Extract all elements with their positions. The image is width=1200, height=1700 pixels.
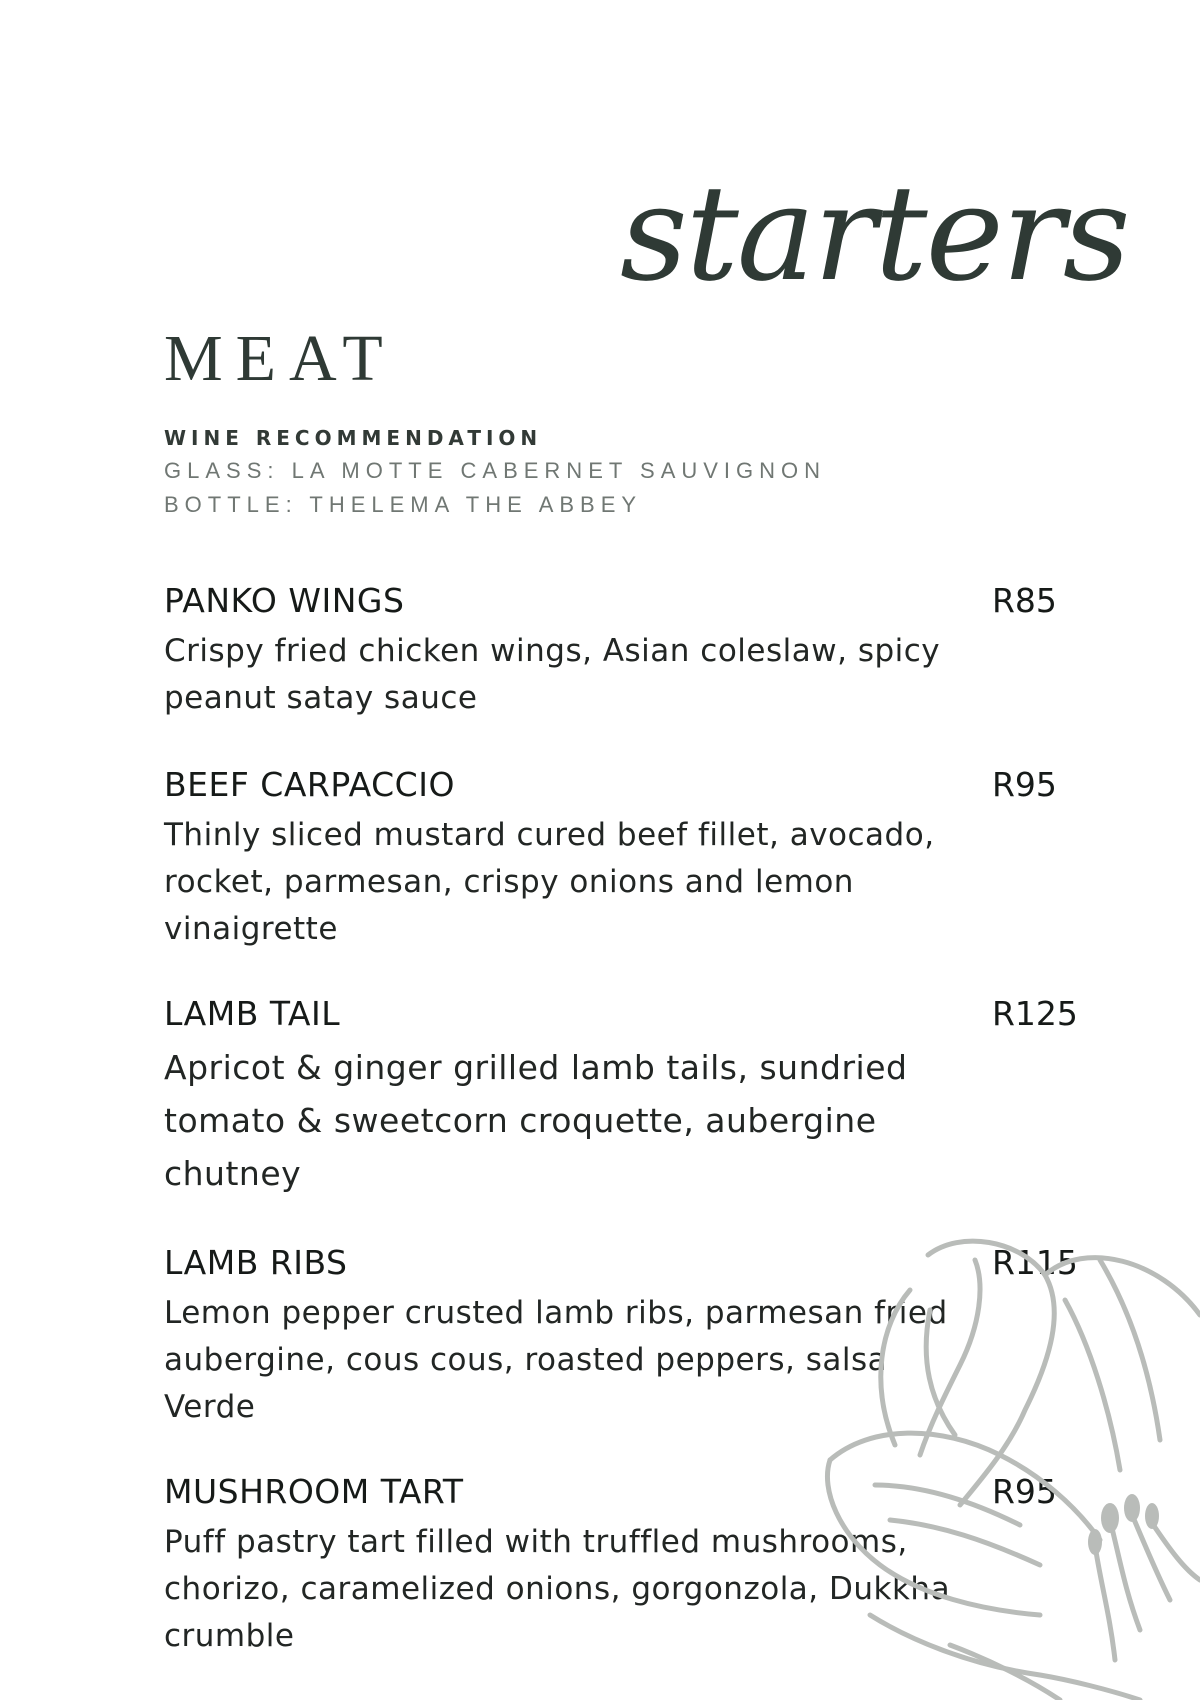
page-script-title: starters	[620, 157, 1129, 311]
menu-item-panko-wings	[164, 580, 1084, 722]
menu-item-row	[164, 1242, 1084, 1284]
menu-item-description: Thinly sliced mustard cured beef fillet, avocado, rocket, parmesan, crispy onions and lemon vinaigrette	[164, 817, 935, 947]
menu-item-description: Lemon pepper crusted lamb ribs, parmesan fried aubergine, cous cous, roasted peppers, salsa Verde	[164, 1295, 948, 1425]
menu-item-price: R85	[992, 581, 1057, 620]
menu-item-price: R115	[992, 1243, 1078, 1282]
menu-item-row	[164, 993, 1084, 1035]
menu-item-row	[164, 1471, 1084, 1513]
wine-bottle: BOTTLE: THELEMA THE ABBEY	[164, 492, 643, 517]
menu-item-name: LAMB RIBS	[164, 1243, 348, 1282]
menu-item-name: PANKO WINGS	[164, 581, 405, 620]
menu-item-row	[164, 764, 1084, 806]
menu-item-name: MUSHROOM TART	[164, 1472, 464, 1511]
menu-item-price: R95	[992, 1472, 1057, 1511]
wine-recommendation	[164, 426, 924, 526]
menu-item-row	[164, 580, 1084, 622]
menu-item-lamb-ribs	[164, 1242, 1084, 1431]
menu-item-price: R125	[992, 994, 1078, 1033]
menu-item-lamb-tail	[164, 993, 1084, 1200]
menu-item-beef-carpaccio	[164, 764, 1084, 953]
wine-heading: WINE RECOMMENDATION	[164, 426, 543, 450]
menu-item-description: Puff pastry tart filled with truffled mushrooms, chorizo, caramelized onions, gorgonzola, Dukkha crumble	[164, 1524, 951, 1654]
menu-item-price: R95	[992, 765, 1057, 804]
section-title: MEAT	[164, 322, 396, 395]
menu-list	[164, 580, 1084, 1660]
menu-item-mushroom-tart	[164, 1471, 1084, 1660]
menu-item-name: BEEF CARPACCIO	[164, 765, 455, 804]
menu-item-description: Crispy fried chicken wings, Asian coleslaw, spicy peanut satay sauce	[164, 633, 941, 716]
menu-item-description: Apricot & ginger grilled lamb tails, sundried tomato & sweetcorn croquette, aubergine chutney	[164, 1048, 908, 1193]
menu-item-name: LAMB TAIL	[164, 994, 341, 1033]
wine-glass: GLASS: LA MOTTE CABERNET SAUVIGNON	[164, 458, 827, 483]
